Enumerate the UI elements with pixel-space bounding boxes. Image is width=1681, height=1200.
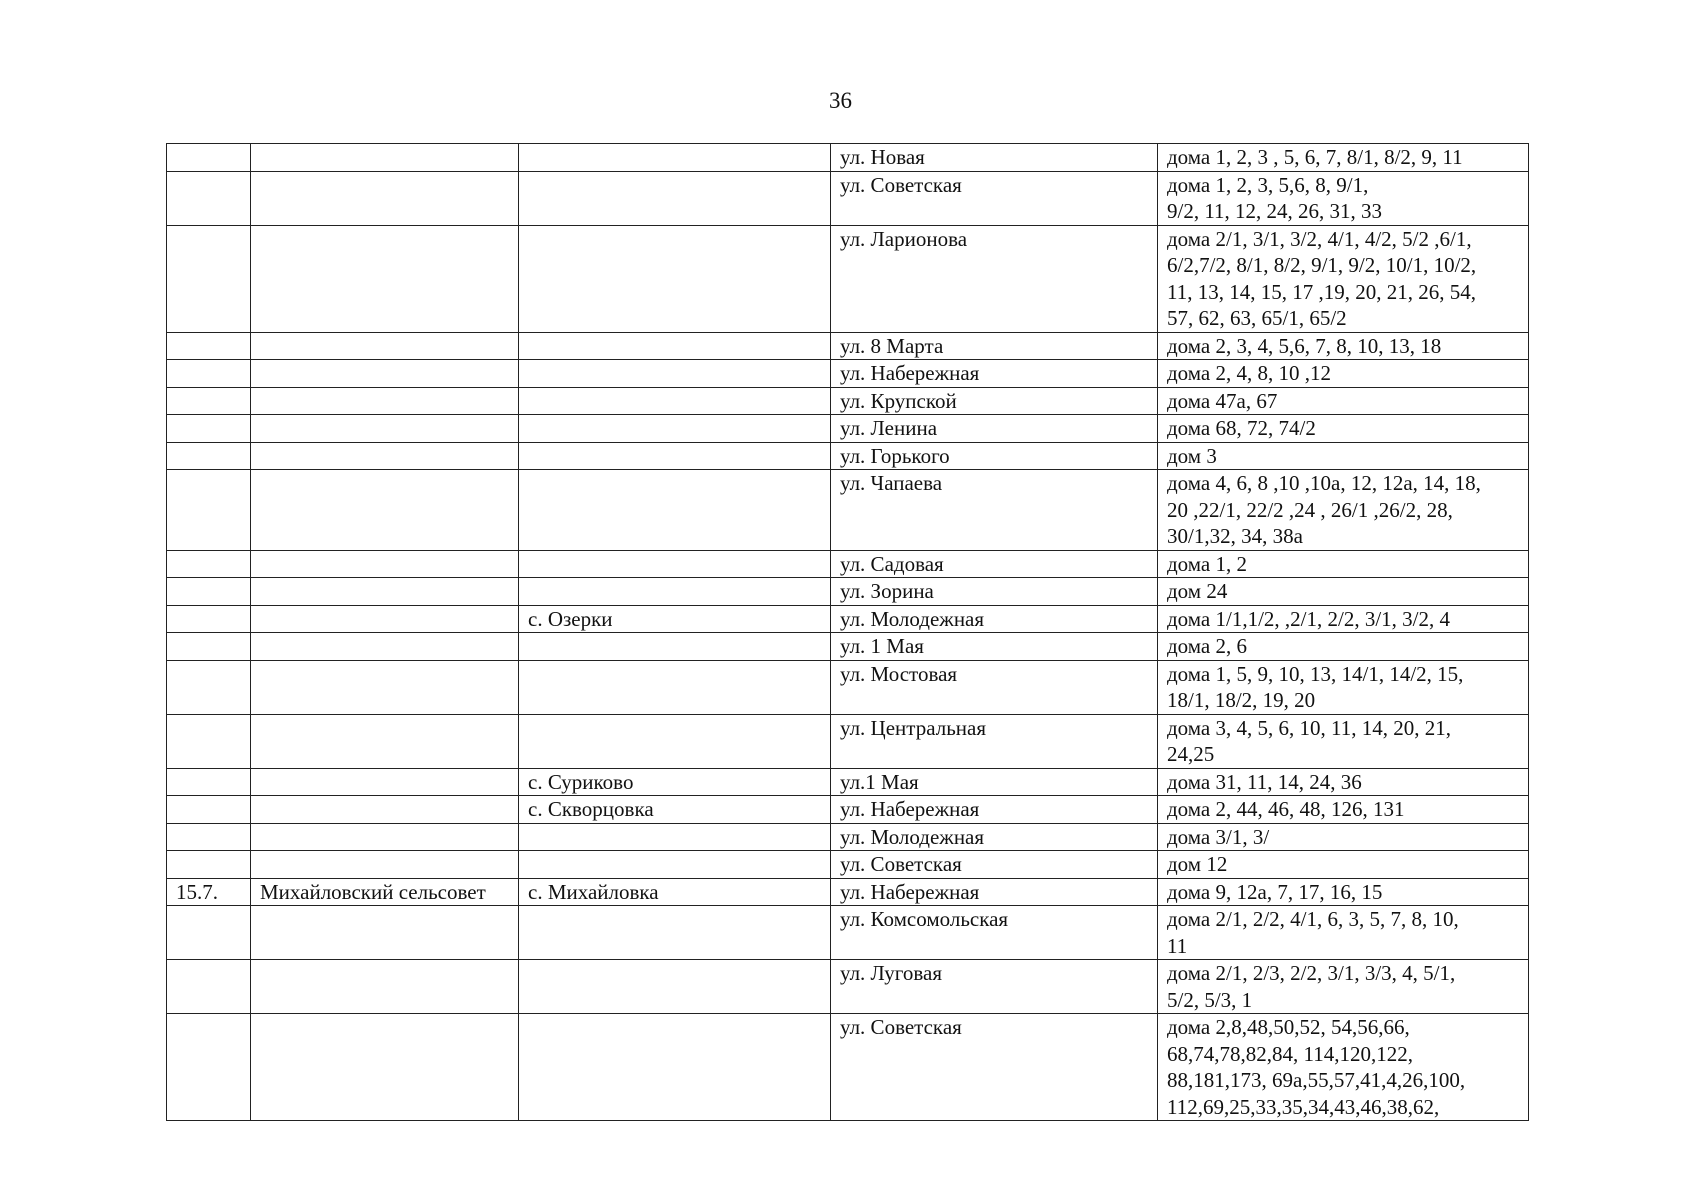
- street-cell: ул. Молодежная: [831, 605, 1158, 633]
- houses-cell: [1158, 225, 1529, 332]
- row-number-cell: [167, 906, 251, 960]
- houses-line: дома 68, 72, 74/2: [1167, 416, 1316, 440]
- row-number-cell: [167, 660, 251, 714]
- settlement-cell: [519, 415, 831, 443]
- table-row: [167, 578, 1529, 606]
- houses-cell: [1158, 633, 1529, 661]
- houses-line: 112,69,25,33,35,34,43,46,38,62,: [1167, 1094, 1440, 1119]
- row-number-cell: [167, 415, 251, 443]
- address-table: [166, 143, 1529, 1121]
- settlement-cell: [519, 714, 831, 768]
- houses-line: дома 2, 44, 46, 48, 126, 131: [1167, 797, 1405, 821]
- council-cell: [251, 906, 519, 960]
- table-row: [167, 144, 1529, 172]
- council-cell: [251, 470, 519, 551]
- houses-line: 20 ,22/1, 22/2 ,24 , 26/1 ,26/2, 28,: [1167, 497, 1453, 522]
- houses-line: дома 3/1, 3/: [1167, 824, 1270, 849]
- houses-line: дом 3: [1167, 443, 1217, 468]
- houses-line: дома 1, 2, 3, 5,6, 8, 9/1,: [1167, 172, 1369, 197]
- settlement-cell: [519, 823, 831, 851]
- houses-cell: [1158, 387, 1529, 415]
- houses-line: 88,181,173, 69а,55,57,41,4,26,100,: [1167, 1068, 1466, 1092]
- row-number-cell: [167, 823, 251, 851]
- street-cell: ул. Набережная: [831, 360, 1158, 388]
- settlement-cell: [519, 578, 831, 606]
- settlement-cell: [519, 1014, 831, 1121]
- settlement-cell: [519, 360, 831, 388]
- houses-cell: [1158, 360, 1529, 388]
- settlement-cell: с. Скворцовка: [519, 796, 831, 824]
- street-cell: ул. Крупской: [831, 387, 1158, 415]
- row-number-cell: [167, 225, 251, 332]
- houses-line: дома 2, 6: [1167, 634, 1248, 658]
- settlement-cell: [519, 633, 831, 661]
- council-cell: [251, 768, 519, 796]
- table-row: [167, 878, 1529, 906]
- houses-cell: [1158, 332, 1529, 360]
- houses-cell: [1158, 851, 1529, 879]
- houses-line: 18/1, 18/2, 19, 20: [1167, 688, 1316, 712]
- houses-line: 5/2, 5/3, 1: [1167, 987, 1253, 1012]
- street-cell: ул. Молодежная: [831, 823, 1158, 851]
- street-cell: ул. Советская: [831, 1014, 1158, 1121]
- houses-line: 11: [1167, 933, 1188, 958]
- row-number-cell: [167, 387, 251, 415]
- settlement-cell: [519, 470, 831, 551]
- houses-line: дома 9, 12а, 7, 17, 16, 15: [1167, 879, 1383, 904]
- table-row: [167, 714, 1529, 768]
- houses-line: дома 1/1,1/2, ,2/1, 2/2, 3/1, 3/2, 4: [1167, 606, 1451, 631]
- council-cell: [251, 1014, 519, 1121]
- council-cell: [251, 714, 519, 768]
- table-row: [167, 550, 1529, 578]
- settlement-cell: [519, 660, 831, 714]
- row-number-cell: [167, 442, 251, 470]
- page-number: 36: [829, 88, 852, 113]
- council-cell: [251, 387, 519, 415]
- table-row: [167, 660, 1529, 714]
- council-cell: [251, 960, 519, 1014]
- houses-cell: [1158, 660, 1529, 714]
- houses-line: 68,74,78,82,84, 114,120,122,: [1167, 1041, 1413, 1066]
- table-row: [167, 796, 1529, 824]
- houses-line: дома 2/1, 2/2, 4/1, 6, 3, 5, 7, 8, 10,: [1167, 907, 1459, 931]
- houses-cell: [1158, 415, 1529, 443]
- row-number-cell: [167, 960, 251, 1014]
- houses-cell: [1158, 470, 1529, 551]
- houses-line: дома 47а, 67: [1167, 388, 1278, 413]
- council-cell: [251, 332, 519, 360]
- street-cell: ул. Комсомольская: [831, 906, 1158, 960]
- houses-cell: [1158, 714, 1529, 768]
- houses-line: 9/2, 11, 12, 24, 26, 31, 33: [1167, 199, 1383, 223]
- street-cell: ул. Чапаева: [831, 470, 1158, 551]
- row-number-cell: [167, 1014, 251, 1121]
- houses-line: дома 2/1, 2/3, 2/2, 3/1, 3/3, 4, 5/1,: [1167, 961, 1456, 985]
- council-cell: [251, 442, 519, 470]
- table-row: [167, 470, 1529, 551]
- row-number-cell: [167, 714, 251, 768]
- settlement-cell: [519, 851, 831, 879]
- houses-line: дома 2, 3, 4, 5,6, 7, 8, 10, 13, 18: [1167, 333, 1442, 358]
- row-number-cell: [167, 360, 251, 388]
- table-row: [167, 171, 1529, 225]
- houses-cell: [1158, 1014, 1529, 1121]
- table-row: [167, 332, 1529, 360]
- council-cell: [251, 144, 519, 172]
- houses-line: дома 3, 4, 5, 6, 10, 11, 14, 20, 21,: [1167, 715, 1451, 740]
- houses-line: 30/1,32, 34, 38а: [1167, 524, 1303, 548]
- council-cell: [251, 796, 519, 824]
- houses-cell: [1158, 144, 1529, 172]
- row-number-cell: [167, 332, 251, 360]
- row-number-cell: [167, 796, 251, 824]
- row-number-cell: [167, 171, 251, 225]
- council-cell: [251, 360, 519, 388]
- houses-line: 57, 62, 63, 65/1, 65/2: [1167, 306, 1347, 330]
- houses-cell: [1158, 578, 1529, 606]
- table-row: [167, 1014, 1529, 1121]
- houses-line: дома 2/1, 3/1, 3/2, 4/1, 4/2, 5/2 ,6/1,: [1167, 226, 1472, 251]
- houses-line: 6/2,7/2, 8/1, 8/2, 9/1, 9/2, 10/1, 10/2,: [1167, 253, 1477, 277]
- houses-cell: [1158, 960, 1529, 1014]
- council-cell: [251, 633, 519, 661]
- table-row: [167, 387, 1529, 415]
- street-cell: ул. 8 Марта: [831, 332, 1158, 360]
- address-table-body: [167, 144, 1529, 1121]
- houses-cell: [1158, 768, 1529, 796]
- houses-line: дом 24: [1167, 579, 1228, 603]
- council-cell: [251, 171, 519, 225]
- row-number-cell: [167, 851, 251, 879]
- row-number-cell: [167, 605, 251, 633]
- houses-cell: [1158, 171, 1529, 225]
- table-row: [167, 851, 1529, 879]
- settlement-cell: [519, 906, 831, 960]
- council-cell: [251, 605, 519, 633]
- table-row: [167, 906, 1529, 960]
- houses-line: дома 2, 4, 8, 10 ,12: [1167, 361, 1332, 385]
- street-cell: ул. Набережная: [831, 796, 1158, 824]
- houses-line: дома 1, 5, 9, 10, 13, 14/1, 14/2, 15,: [1167, 661, 1464, 686]
- houses-line: дом 12: [1167, 852, 1228, 876]
- table-row: [167, 960, 1529, 1014]
- street-cell: ул. Центральная: [831, 714, 1158, 768]
- row-number-cell: [167, 768, 251, 796]
- table-row: [167, 225, 1529, 332]
- row-number-cell: [167, 470, 251, 551]
- street-cell: ул. 1 Мая: [831, 633, 1158, 661]
- council-cell: [251, 225, 519, 332]
- street-cell: ул. Луговая: [831, 960, 1158, 1014]
- table-row: [167, 360, 1529, 388]
- houses-line: дома 1, 2: [1167, 551, 1248, 576]
- settlement-cell: [519, 171, 831, 225]
- houses-cell: [1158, 823, 1529, 851]
- houses-line: дома 2,8,48,50,52, 54,56,66,: [1167, 1015, 1410, 1039]
- street-cell: ул. Горького: [831, 442, 1158, 470]
- row-number-cell: 15.7.: [167, 878, 251, 906]
- council-cell: [251, 415, 519, 443]
- row-number-cell: [167, 144, 251, 172]
- settlement-cell: с. Михайловка: [519, 878, 831, 906]
- row-number-cell: [167, 633, 251, 661]
- houses-cell: [1158, 796, 1529, 824]
- street-cell: ул. Садовая: [831, 550, 1158, 578]
- table-row: [167, 442, 1529, 470]
- council-cell: Михайловский сельсовет: [251, 878, 519, 906]
- council-cell: [251, 550, 519, 578]
- houses-cell: [1158, 605, 1529, 633]
- table-row: [167, 768, 1529, 796]
- street-cell: ул. Ларионова: [831, 225, 1158, 332]
- street-cell: ул. Набережная: [831, 878, 1158, 906]
- council-cell: [251, 578, 519, 606]
- settlement-cell: [519, 442, 831, 470]
- houses-cell: [1158, 906, 1529, 960]
- street-cell: ул. Ленина: [831, 415, 1158, 443]
- table-row: [167, 415, 1529, 443]
- row-number-cell: [167, 550, 251, 578]
- houses-line: дома 1, 2, 3 , 5, 6, 7, 8/1, 8/2, 9, 11: [1167, 145, 1463, 169]
- street-cell: ул. Зорина: [831, 578, 1158, 606]
- table-row: [167, 633, 1529, 661]
- row-number-cell: [167, 578, 251, 606]
- settlement-cell: с. Озерки: [519, 605, 831, 633]
- street-cell: ул. Мостовая: [831, 660, 1158, 714]
- settlement-cell: [519, 960, 831, 1014]
- settlement-cell: [519, 387, 831, 415]
- street-cell: ул.1 Мая: [831, 768, 1158, 796]
- houses-cell: [1158, 442, 1529, 470]
- houses-line: дома 4, 6, 8 ,10 ,10а, 12, 12а, 14, 18,: [1167, 471, 1481, 495]
- houses-cell: [1158, 878, 1529, 906]
- settlement-cell: [519, 144, 831, 172]
- houses-cell: [1158, 550, 1529, 578]
- street-cell: ул. Советская: [831, 851, 1158, 879]
- street-cell: ул. Советская: [831, 171, 1158, 225]
- settlement-cell: с. Суриково: [519, 768, 831, 796]
- council-cell: [251, 851, 519, 879]
- table-row: [167, 605, 1529, 633]
- houses-line: 11, 13, 14, 15, 17 ,19, 20, 21, 26, 54,: [1167, 279, 1476, 304]
- council-cell: [251, 660, 519, 714]
- settlement-cell: [519, 550, 831, 578]
- street-cell: ул. Новая: [831, 144, 1158, 172]
- houses-line: 24,25: [1167, 742, 1215, 766]
- table-row: [167, 823, 1529, 851]
- council-cell: [251, 823, 519, 851]
- houses-line: дома 31, 11, 14, 24, 36: [1167, 769, 1362, 794]
- settlement-cell: [519, 225, 831, 332]
- settlement-cell: [519, 332, 831, 360]
